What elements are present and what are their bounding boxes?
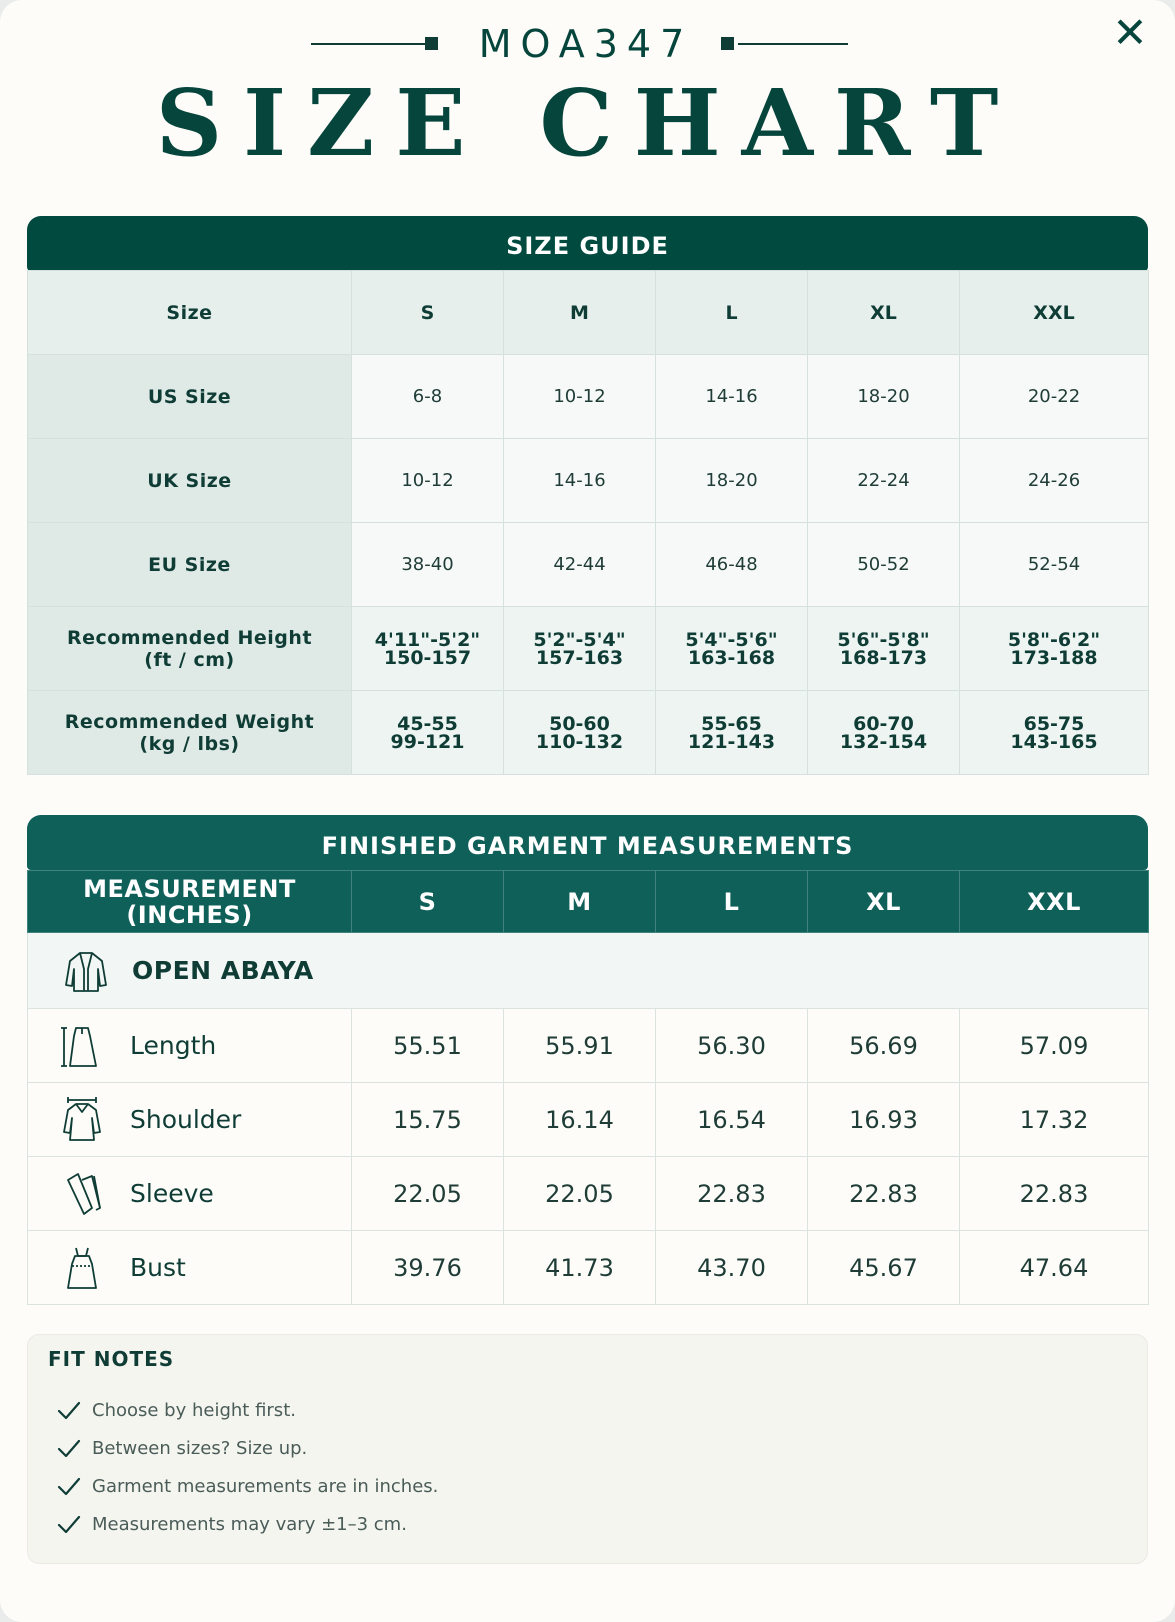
fit-note-item xyxy=(54,1433,307,1463)
table-row xyxy=(28,1231,1149,1305)
cell-primary: 4'11"-5'2" xyxy=(374,628,481,651)
table-cell: 38-40 xyxy=(352,523,504,607)
fit-note-text: Choose by height first. xyxy=(92,1399,296,1421)
abaya-icon xyxy=(62,947,110,995)
column-header-unit: (INCHES) xyxy=(126,900,253,929)
table-header-row xyxy=(28,871,1149,933)
table-cell: 16.54 xyxy=(656,1083,808,1157)
table-cell: 39.76 xyxy=(352,1231,504,1305)
fit-notes-title: FIT NOTES xyxy=(48,1347,175,1371)
table-cell: 14-16 xyxy=(656,355,808,439)
row-label-unit: (kg / lbs) xyxy=(139,732,240,755)
column-header: XL xyxy=(808,271,960,355)
cell-primary: 5'6"-5'8" xyxy=(837,628,930,651)
cell-secondary: 143-165 xyxy=(1010,730,1098,753)
fit-note-item xyxy=(54,1509,407,1539)
table-cell: 6-8 xyxy=(352,355,504,439)
column-header: S xyxy=(352,871,504,933)
table-cell: 14-16 xyxy=(504,439,656,523)
fit-note-text: Between sizes? Size up. xyxy=(92,1437,308,1459)
table-header-row xyxy=(28,271,1149,355)
table-row xyxy=(28,1083,1149,1157)
cell-secondary: 163-168 xyxy=(687,646,776,669)
table-cell: 55.91 xyxy=(504,1009,656,1083)
fit-note-item xyxy=(54,1471,438,1501)
table-cell: 22.05 xyxy=(504,1157,656,1231)
table-cell xyxy=(352,607,504,691)
table-row xyxy=(28,439,1149,523)
product-code-row xyxy=(0,22,1175,72)
cell-secondary: 110-132 xyxy=(535,730,624,753)
table-cell: 56.30 xyxy=(656,1009,808,1083)
table-cell: 10-12 xyxy=(504,355,656,439)
column-header: M xyxy=(504,871,656,933)
table-cell: 24-26 xyxy=(960,439,1149,523)
cell-secondary: 99-121 xyxy=(390,730,465,753)
decorative-line xyxy=(311,43,427,45)
table-row xyxy=(28,523,1149,607)
cell-secondary: 168-173 xyxy=(839,646,928,669)
column-header: XL xyxy=(808,871,960,933)
row-label: EU Size xyxy=(28,523,352,607)
category-cell xyxy=(28,933,1149,1009)
row-label-main: Recommended Height xyxy=(66,626,313,649)
column-header: S xyxy=(352,271,504,355)
row-label-unit: (ft / cm) xyxy=(144,648,235,671)
table-cell xyxy=(504,691,656,775)
cell-secondary: 157-163 xyxy=(535,646,624,669)
table-cell: 20-22 xyxy=(960,355,1149,439)
table-cell xyxy=(656,691,808,775)
cell-primary: 50-60 xyxy=(549,712,610,735)
fit-notes-panel xyxy=(27,1334,1148,1564)
cell-primary: 60-70 xyxy=(853,712,914,735)
cell-primary: 5'4"-5'6" xyxy=(685,628,778,651)
column-header: XXL xyxy=(960,271,1149,355)
column-header: Size xyxy=(28,271,352,355)
column-header: XXL xyxy=(960,871,1149,933)
column-header xyxy=(28,871,352,933)
row-label-cell xyxy=(28,1231,352,1305)
size-guide-heading: SIZE GUIDE xyxy=(27,216,1148,271)
shoulder-icon xyxy=(58,1096,106,1144)
table-cell xyxy=(960,607,1149,691)
table-row xyxy=(28,355,1149,439)
row-label: UK Size xyxy=(28,439,352,523)
table-cell: 22.83 xyxy=(656,1157,808,1231)
column-header: M xyxy=(504,271,656,355)
column-header: L xyxy=(656,871,808,933)
table-cell xyxy=(352,691,504,775)
cell-secondary: 150-157 xyxy=(383,646,472,669)
table-cell: 52-54 xyxy=(960,523,1149,607)
sleeve-icon xyxy=(58,1170,106,1218)
column-header: L xyxy=(656,271,808,355)
table-cell: 41.73 xyxy=(504,1231,656,1305)
table-cell: 57.09 xyxy=(960,1009,1149,1083)
bust-icon xyxy=(58,1244,106,1292)
table-cell: 46-48 xyxy=(656,523,808,607)
category-label: OPEN ABAYA xyxy=(132,956,314,985)
length-icon xyxy=(58,1022,106,1070)
decorative-square xyxy=(425,37,438,50)
table-cell: 42-44 xyxy=(504,523,656,607)
checkmark-icon xyxy=(54,1509,84,1539)
table-cell: 16.93 xyxy=(808,1083,960,1157)
table-cell: 45.67 xyxy=(808,1231,960,1305)
row-label: Bust xyxy=(130,1253,186,1282)
fit-note-item xyxy=(54,1395,296,1425)
table-cell: 16.14 xyxy=(504,1083,656,1157)
table-cell: 56.69 xyxy=(808,1009,960,1083)
cell-secondary: 132-154 xyxy=(839,730,928,753)
table-cell: 50-52 xyxy=(808,523,960,607)
checkmark-icon xyxy=(54,1471,84,1501)
table-row xyxy=(28,1009,1149,1083)
table-cell: 18-20 xyxy=(656,439,808,523)
row-label xyxy=(28,607,352,691)
decorative-square xyxy=(721,37,734,50)
table-cell xyxy=(808,607,960,691)
table-cell: 22-24 xyxy=(808,439,960,523)
row-label: Shoulder xyxy=(130,1105,242,1134)
table-cell: 43.70 xyxy=(656,1231,808,1305)
row-label: US Size xyxy=(28,355,352,439)
fit-note-text: Measurements may vary ±1–3 cm. xyxy=(92,1513,407,1535)
category-row xyxy=(28,933,1149,1009)
table-cell xyxy=(808,691,960,775)
row-label-cell xyxy=(28,1157,352,1231)
cell-secondary: 173-188 xyxy=(1010,646,1098,669)
row-label-cell xyxy=(28,1009,352,1083)
table-cell: 18-20 xyxy=(808,355,960,439)
measurements-table xyxy=(27,870,1149,1305)
page-title: SIZE CHART xyxy=(155,69,1020,177)
column-header-line: MEASUREMENT xyxy=(83,874,296,903)
table-row xyxy=(28,1157,1149,1231)
table-cell xyxy=(504,607,656,691)
table-cell: 15.75 xyxy=(352,1083,504,1157)
cell-primary: 5'8"-6'2" xyxy=(1007,628,1101,651)
table-cell: 10-12 xyxy=(352,439,504,523)
cell-primary: 5'2"-5'4" xyxy=(533,628,626,651)
cell-primary: 65-75 xyxy=(1023,712,1085,735)
checkmark-icon xyxy=(54,1433,84,1463)
cell-primary: 45-55 xyxy=(397,712,458,735)
row-label: Length xyxy=(130,1031,217,1060)
row-label-cell xyxy=(28,1083,352,1157)
table-cell xyxy=(656,607,808,691)
table-row xyxy=(28,691,1149,775)
fit-note-text: Garment measurements are in inches. xyxy=(92,1475,439,1497)
table-cell: 22.05 xyxy=(352,1157,504,1231)
close-icon[interactable]: ✕ xyxy=(1112,8,1148,57)
table-cell: 22.83 xyxy=(808,1157,960,1231)
table-cell: 22.83 xyxy=(960,1157,1149,1231)
row-label-main: Recommended Weight xyxy=(64,710,315,733)
checkmark-icon xyxy=(54,1395,84,1425)
size-guide-table xyxy=(27,270,1149,775)
cell-secondary: 121-143 xyxy=(687,730,776,753)
table-cell: 17.32 xyxy=(960,1083,1149,1157)
table-cell: 47.64 xyxy=(960,1231,1149,1305)
cell-primary: 55-65 xyxy=(701,712,762,735)
table-row xyxy=(28,607,1149,691)
row-label: Sleeve xyxy=(130,1179,214,1208)
table-cell: 55.51 xyxy=(352,1009,504,1083)
decorative-line xyxy=(738,43,848,45)
product-code: MOA347 xyxy=(478,22,694,66)
row-label xyxy=(28,691,352,775)
table-cell xyxy=(960,691,1149,775)
measurements-heading: FINISHED GARMENT MEASUREMENTS xyxy=(27,815,1148,870)
